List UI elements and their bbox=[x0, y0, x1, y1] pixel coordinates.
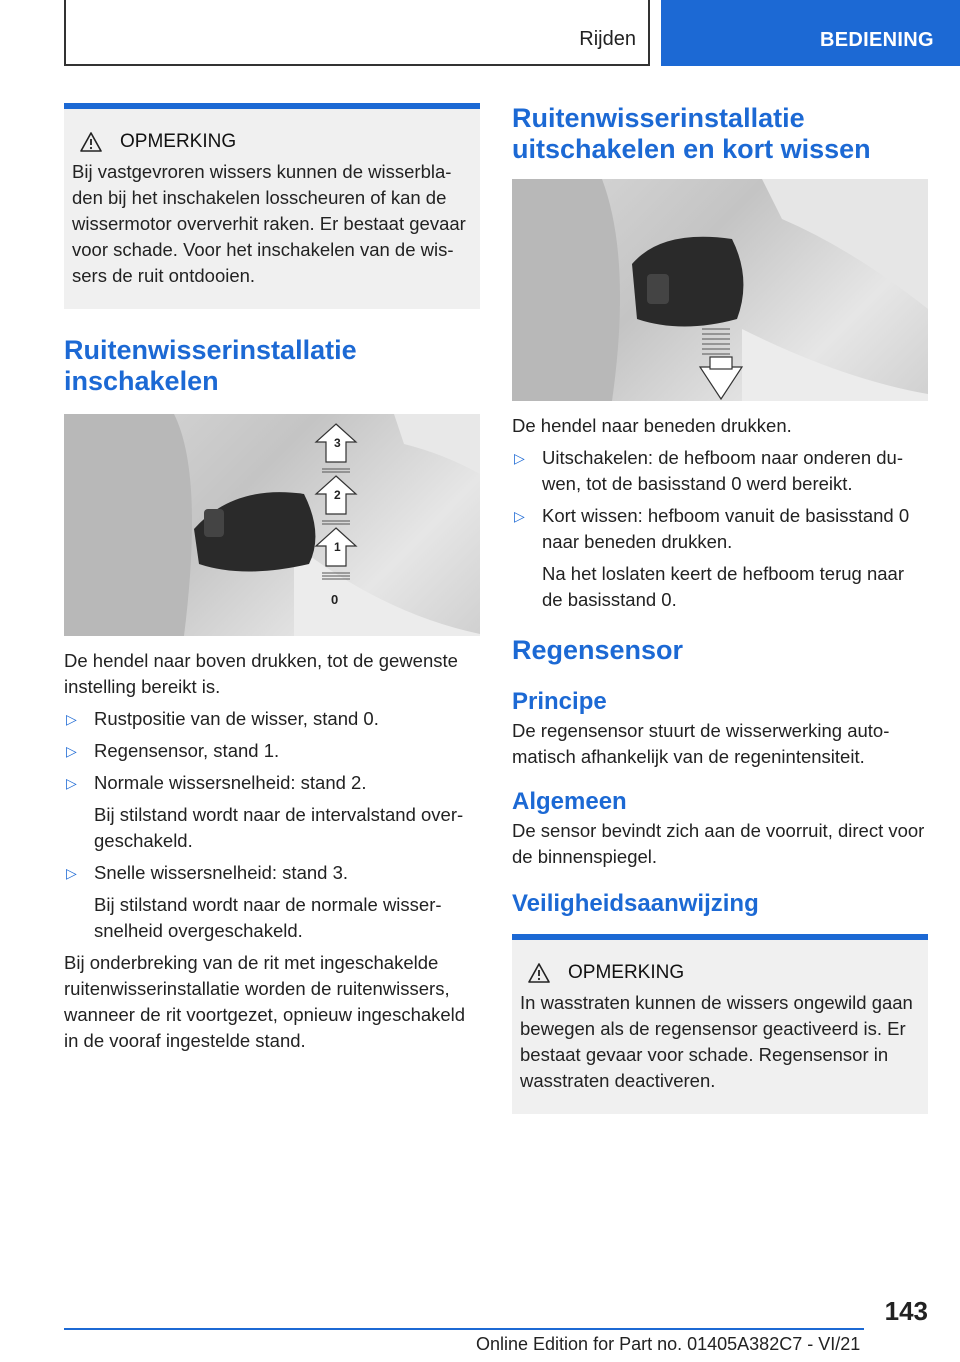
notice-text: In wasstraten kunnen de wissers ongewild gaan bewegen als de regensensor geactiveerd is. Er bestaat gevaar voor schade. Regensensor in wasstraten deactiveren. bbox=[520, 992, 913, 1091]
list-item-subtext: Bij stilstand wordt naar de intervalstand over-geschakeld. bbox=[94, 804, 464, 851]
list-item-subtext: Bij stilstand wordt naar de normale wisser-snelheid overgeschakeld. bbox=[94, 894, 442, 941]
bullet-triangle-icon: ▷ bbox=[514, 450, 525, 466]
section-title-inschakelen bbox=[64, 335, 480, 397]
veiligheid-title: Veiligheidsaanwijzing bbox=[512, 890, 759, 917]
title-line-2: uitschakelen en kort wissen bbox=[512, 134, 871, 164]
title-line-1: Ruitenwisserinstallatie bbox=[64, 335, 357, 365]
lever-illustration bbox=[64, 414, 480, 636]
intro-text: De hendel naar boven drukken, tot de gewenste instelling bereikt is. bbox=[64, 650, 458, 697]
left-column bbox=[64, 103, 480, 1054]
list-item bbox=[64, 738, 480, 764]
bullet-triangle-icon: ▷ bbox=[66, 711, 77, 727]
regensensor-title: Regensensor bbox=[512, 635, 684, 665]
lever-label-0: 0 bbox=[331, 592, 339, 607]
notice-header bbox=[72, 131, 472, 153]
notice-title: OPMERKING bbox=[120, 131, 237, 152]
wiper-lever-down-image bbox=[512, 179, 928, 401]
notice-title: OPMERKING bbox=[568, 962, 685, 983]
outro-text: Bij onderbreking van de rit met ingeschakelde ruitenwisserinstallatie worden de ruitenwissers, wanneer de rit voortgezet, opnieuw ingeschakeld in de vooraf ingestelde stand. bbox=[64, 952, 466, 1051]
switch-off-list bbox=[512, 445, 928, 613]
list-item bbox=[512, 445, 928, 497]
warning-icon bbox=[528, 963, 550, 983]
header-box bbox=[64, 0, 650, 66]
warning-icon bbox=[80, 132, 102, 152]
chapter-tab[interactable] bbox=[661, 0, 960, 66]
lever-label-3: 3 bbox=[334, 436, 341, 450]
principe-text: De regensensor stuurt de wisserwerking auto-matisch afhankelijk van de regenintensiteit. bbox=[512, 720, 890, 767]
algemeen-text: De sensor bevindt zich aan de voorruit, direct voor de binnenspiegel. bbox=[512, 820, 925, 867]
list-item bbox=[512, 503, 928, 613]
bullet-triangle-icon: ▷ bbox=[514, 508, 525, 524]
position-list bbox=[64, 706, 480, 944]
list-item bbox=[64, 860, 480, 944]
chapter-label: BEDIENING bbox=[820, 29, 934, 51]
list-item-text: Normale wissersnelheid: stand 2. bbox=[94, 772, 367, 793]
list-item bbox=[64, 706, 480, 732]
page-number: 143 bbox=[884, 1296, 928, 1326]
bullet-triangle-icon: ▷ bbox=[66, 775, 77, 791]
right-column bbox=[512, 103, 928, 1114]
notice-box bbox=[64, 103, 480, 309]
list-item-text: Uitschakelen: de hefboom naar onderen du-wen, tot de basisstand 0 werd bereikt. bbox=[542, 447, 903, 494]
algemeen-title: Algemeen bbox=[512, 788, 627, 815]
bullet-triangle-icon: ▷ bbox=[66, 865, 77, 881]
list-item-text: Regensensor, stand 1. bbox=[94, 740, 280, 761]
lever-down-illustration bbox=[512, 179, 928, 401]
title-line-1: Ruitenwisserinstallatie bbox=[512, 103, 805, 133]
intro-text: De hendel naar beneden drukken. bbox=[512, 415, 792, 436]
title-line-2: inschakelen bbox=[64, 366, 219, 396]
notice-box bbox=[512, 934, 928, 1114]
section-label: Rijden bbox=[579, 28, 636, 50]
notice-header bbox=[520, 962, 920, 984]
list-item-text: Rustpositie van de wisser, stand 0. bbox=[94, 708, 379, 729]
list-item bbox=[64, 770, 480, 854]
section-title-uitschakelen bbox=[512, 103, 928, 165]
bullet-triangle-icon: ▷ bbox=[66, 743, 77, 759]
principe-title: Principe bbox=[512, 688, 607, 715]
list-item-text: Snelle wissersnelheid: stand 3. bbox=[94, 862, 349, 883]
list-item-subtext: Na het loslaten keert de hefboom terug naar de basisstand 0. bbox=[542, 563, 905, 610]
notice-text: Bij vastgevroren wissers kunnen de wisserbla-den bij het inschakelen losscheuren of kan de wissermotor oververhit raken. Er bestaat gevaar voor schade. Voor het inschakelen van de wis-sers de ruit ontdooien. bbox=[72, 161, 466, 286]
lever-label-1: 1 bbox=[334, 540, 341, 554]
footer-divider bbox=[64, 1328, 864, 1330]
edition-text: Online Edition for Part no. 01405A382C7 - VI/21 bbox=[476, 1334, 861, 1354]
list-item-text: Kort wissen: hefboom vanuit de basisstand 0 naar beneden drukken. bbox=[542, 505, 910, 552]
wiper-lever-up-image bbox=[64, 414, 480, 636]
lever-label-2: 2 bbox=[334, 488, 341, 502]
